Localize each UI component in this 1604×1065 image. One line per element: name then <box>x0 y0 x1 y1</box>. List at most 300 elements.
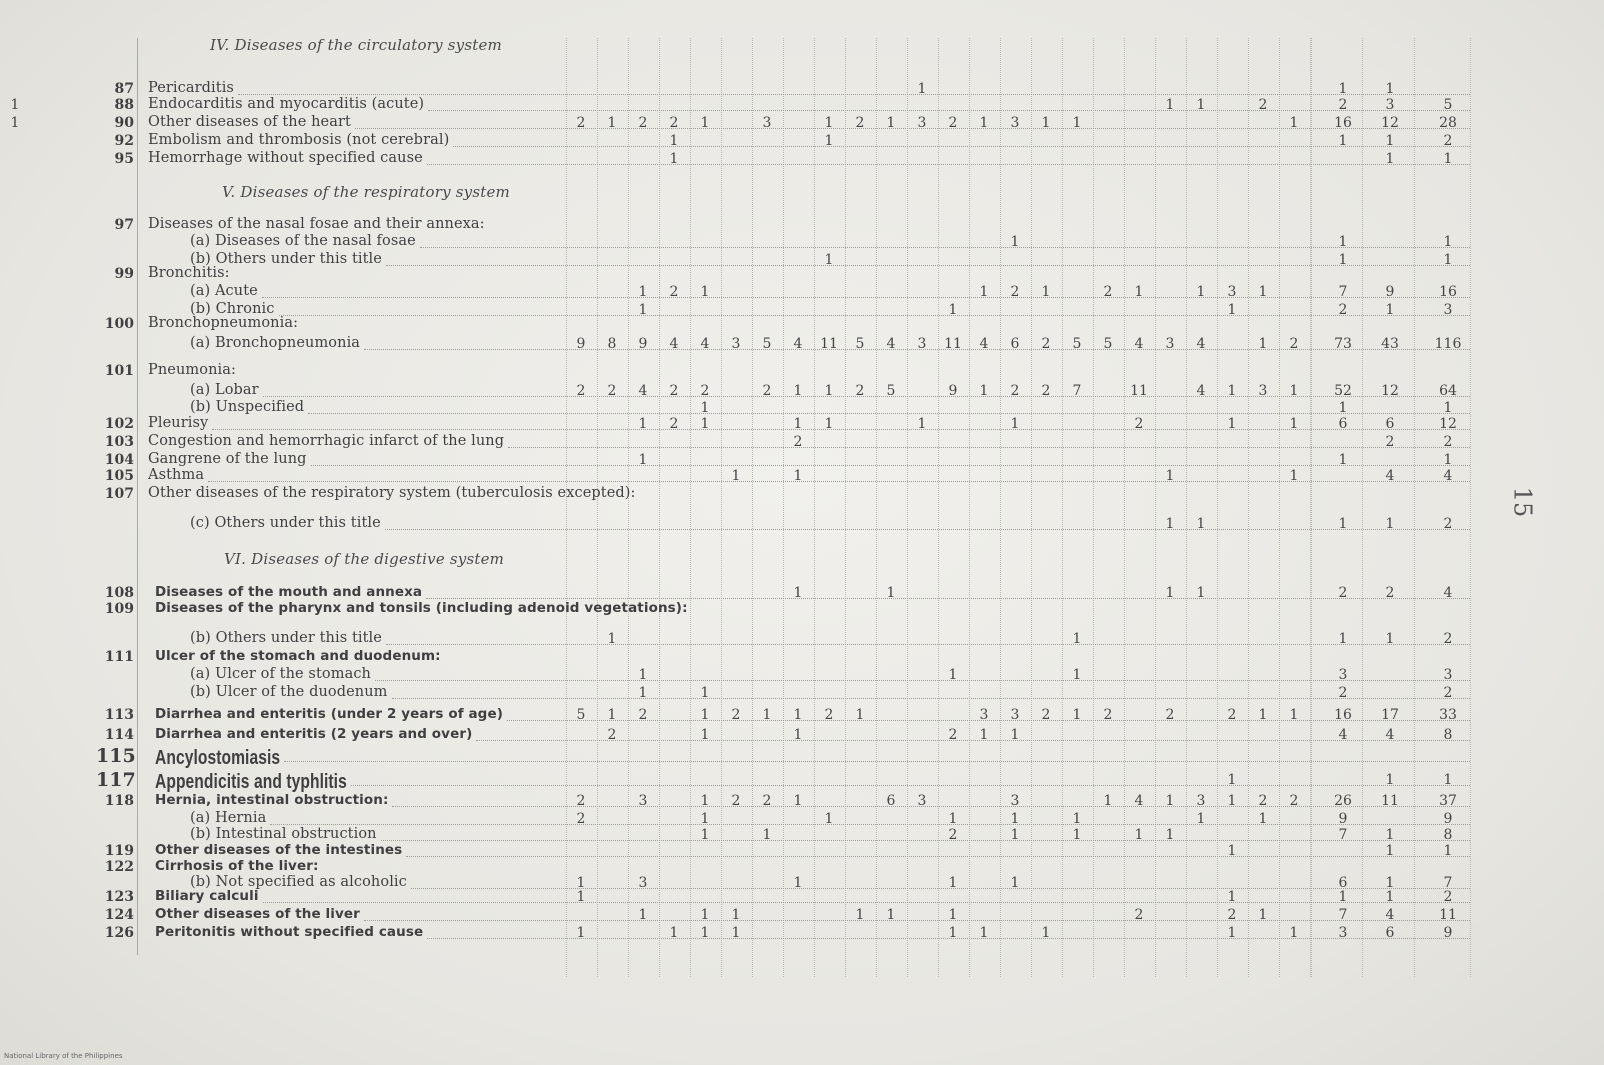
table-cell: 4 <box>700 336 710 352</box>
row-label: (b) Intestinal obstruction <box>190 826 377 842</box>
table-cell: 2 <box>1134 416 1144 432</box>
leader-dots <box>270 824 1470 825</box>
table-cell: 2 <box>1443 685 1453 701</box>
table-cell: 1 <box>1443 452 1453 468</box>
table-cell: 1 <box>607 631 617 647</box>
table-cell: 2 <box>669 284 679 300</box>
table-cell: 2 <box>762 793 772 809</box>
table-cell: 1 <box>824 416 834 432</box>
table-cell: 2 <box>855 383 865 399</box>
column-rule <box>814 38 815 977</box>
table-cell: 2 <box>576 793 586 809</box>
table-cell: 6 <box>1385 925 1395 941</box>
table-cell: 16 <box>1334 115 1352 131</box>
table-cell: 1 <box>1289 383 1299 399</box>
table-cell: 1 <box>700 284 710 300</box>
table-cell: 2 <box>1103 707 1113 723</box>
table-cell: 1 <box>731 468 741 484</box>
table-cell: 3 <box>731 336 741 352</box>
row-code: 100 <box>104 316 134 332</box>
row-label: Other diseases of the liver <box>155 906 360 922</box>
row-code: 105 <box>104 468 134 484</box>
footer-note: National Library of the Philippines <box>4 1052 123 1060</box>
table-cell: 6 <box>1385 416 1395 432</box>
table-cell: 3 <box>1196 793 1206 809</box>
table-cell: 1 <box>886 115 896 131</box>
table-cell: 1 <box>576 875 586 891</box>
table-cell: 116 <box>1434 336 1462 352</box>
table-cell: 1 <box>1338 81 1348 97</box>
table-cell: 2 <box>1443 434 1453 450</box>
table-cell: 1 <box>948 907 958 923</box>
leader-dots <box>381 840 1470 841</box>
row-code: 115 <box>96 745 136 767</box>
table-cell: 1 <box>669 151 679 167</box>
row-label: Bronchitis: <box>148 265 230 281</box>
table-cell: 1 <box>1103 793 1113 809</box>
table-cell: 3 <box>1385 97 1395 113</box>
row-label: Embolism and thrombosis (not cerebral) <box>148 132 450 148</box>
table-cell: 1 <box>1338 252 1348 268</box>
table-cell: 1 <box>638 416 648 432</box>
table-cell: 1 <box>1010 727 1020 743</box>
table-cell: 1 <box>1165 793 1175 809</box>
table-cell: 2 <box>607 727 617 743</box>
table-cell: 4 <box>638 383 648 399</box>
row-code: 107 <box>104 486 134 502</box>
table-cell: 1 <box>1385 81 1395 97</box>
table-cell: 1 <box>1258 707 1268 723</box>
table-cell: 1 <box>669 925 679 941</box>
column-rule <box>1279 38 1280 977</box>
table-cell: 1 <box>700 400 710 416</box>
column-rule <box>1217 38 1218 977</box>
row-code: 111 <box>104 649 134 665</box>
column-rule <box>721 38 722 977</box>
table-cell: 1 <box>1072 707 1082 723</box>
table-cell: 4 <box>886 336 896 352</box>
table-cell: 1 <box>1258 336 1268 352</box>
table-cell: 6 <box>1010 336 1020 352</box>
table-cell: 1 <box>1041 284 1051 300</box>
table-cell: 2 <box>1041 383 1051 399</box>
row-code: 87 <box>114 81 134 97</box>
table-cell: 2 <box>669 416 679 432</box>
table-cell: 1 <box>1165 516 1175 532</box>
row-code: 113 <box>104 707 134 723</box>
table-cell: 16 <box>1334 707 1352 723</box>
row-label: Diarrhea and enteritis (under 2 years of age) <box>155 706 503 722</box>
column-rule <box>628 38 629 977</box>
table-cell: 7 <box>1443 875 1453 891</box>
table-cell: 1 <box>1134 827 1144 843</box>
section-heading: IV. Diseases of the circulatory system <box>210 36 502 54</box>
row-code: 118 <box>104 793 134 809</box>
table-cell: 9 <box>1443 925 1453 941</box>
table-cell: 4 <box>1134 793 1144 809</box>
table-cell: 2 <box>1338 585 1348 601</box>
table-cell: 1 <box>1010 827 1020 843</box>
row-label: (b) Unspecified <box>190 399 305 415</box>
row-label: (a) Hernia <box>190 810 267 826</box>
table-cell: 37 <box>1439 793 1457 809</box>
table-cell: 2 <box>1338 97 1348 113</box>
table-cell: 1 <box>855 907 865 923</box>
table-cell: 3 <box>1165 336 1175 352</box>
table-cell: 1 <box>10 115 20 131</box>
table-cell: 7 <box>1338 907 1348 923</box>
table-cell: 11 <box>1439 907 1457 923</box>
table-cell: 1 <box>1134 284 1144 300</box>
row-label: Other diseases of the intestines <box>155 842 403 858</box>
table-cell: 1 <box>1010 234 1020 250</box>
table-cell: 1 <box>1010 416 1020 432</box>
leader-dots <box>386 265 1470 266</box>
table-cell: 8 <box>1443 827 1453 843</box>
leader-dots <box>311 465 1470 466</box>
table-cell: 1 <box>1338 452 1348 468</box>
table-cell: 2 <box>1041 336 1051 352</box>
table-cell: 4 <box>1134 336 1144 352</box>
table-cell: 2 <box>948 827 958 843</box>
table-cell: 11 <box>944 336 962 352</box>
table-cell: 2 <box>1258 97 1268 113</box>
leader-dots <box>426 598 1470 599</box>
column-rule <box>783 38 784 977</box>
table-cell: 1 <box>793 793 803 809</box>
table-cell: 1 <box>948 811 958 827</box>
row-code: 92 <box>114 133 134 149</box>
table-cell: 4 <box>1196 383 1206 399</box>
column-rule <box>845 38 846 977</box>
leader-dots <box>427 164 1470 165</box>
table-cell: 33 <box>1439 707 1457 723</box>
table-cell: 1 <box>638 667 648 683</box>
row-label: Pneumonia: <box>148 362 236 378</box>
table-cell: 7 <box>1338 284 1348 300</box>
leader-dots <box>279 315 1471 316</box>
table-cell: 3 <box>1227 284 1237 300</box>
column-rule <box>1248 38 1249 977</box>
row-code: 117 <box>96 769 136 791</box>
leader-dots <box>420 247 1470 248</box>
table-cell: 1 <box>607 707 617 723</box>
table-cell: 1 <box>1227 793 1237 809</box>
table-cell: 1 <box>607 115 617 131</box>
table-cell: 1 <box>979 115 989 131</box>
leader-dots <box>386 644 1470 645</box>
section-heading: V. Diseases of the respiratory system <box>222 183 510 201</box>
table-cell: 1 <box>1289 707 1299 723</box>
row-label: Other diseases of the respiratory system (tuberculosis excepted): <box>148 485 636 501</box>
table-cell: 2 <box>1385 434 1395 450</box>
table-cell: 1 <box>1165 585 1175 601</box>
table-cell: 1 <box>1385 516 1395 532</box>
table-cell: 1 <box>1338 516 1348 532</box>
row-code: 124 <box>104 907 134 923</box>
table-cell: 2 <box>1103 284 1113 300</box>
column-rule <box>566 38 567 977</box>
row-label: Hemorrhage without specified cause <box>148 150 423 166</box>
row-label: (a) Acute <box>190 283 258 299</box>
table-cell: 4 <box>1443 585 1453 601</box>
table-cell: 1 <box>886 585 896 601</box>
row-label: Diseases of the mouth and annexa <box>155 584 423 600</box>
table-cell: 2 <box>576 383 586 399</box>
table-cell: 9 <box>1443 811 1453 827</box>
leader-dots <box>238 94 1470 95</box>
table-cell: 28 <box>1439 115 1457 131</box>
table-cell: 8 <box>1443 727 1453 743</box>
table-cell: 4 <box>1338 727 1348 743</box>
code-column-rule <box>137 38 138 955</box>
table-cell: 7 <box>1072 383 1082 399</box>
column-rule <box>597 38 598 977</box>
row-label: (a) Diseases of the nasal fosae <box>190 233 416 249</box>
column-rule <box>659 38 660 977</box>
table-cell: 1 <box>731 907 741 923</box>
table-cell: 1 <box>1165 97 1175 113</box>
table-cell: 52 <box>1334 383 1352 399</box>
row-code: 95 <box>114 151 134 167</box>
table-cell: 3 <box>762 115 772 131</box>
leader-dots <box>263 902 1470 903</box>
table-cell: 3 <box>917 793 927 809</box>
table-cell: 2 <box>1443 133 1453 149</box>
table-cell: 1 <box>979 727 989 743</box>
table-cell: 1 <box>1385 875 1395 891</box>
table-cell: 1 <box>1010 811 1020 827</box>
table-cell: 1 <box>700 793 710 809</box>
table-cell: 3 <box>638 875 648 891</box>
table-cell: 6 <box>886 793 896 809</box>
table-cell: 11 <box>1130 383 1148 399</box>
table-cell: 9 <box>1338 811 1348 827</box>
leader-dots <box>351 785 1470 786</box>
table-cell: 2 <box>948 115 958 131</box>
row-label: Biliary calculi <box>155 888 259 904</box>
table-cell: 3 <box>979 707 989 723</box>
table-cell: 4 <box>1385 468 1395 484</box>
table-cell: 6 <box>1338 875 1348 891</box>
table-cell: 1 <box>638 302 648 318</box>
table-cell: 2 <box>824 707 834 723</box>
table-cell: 1 <box>1338 889 1348 905</box>
table-cell: 3 <box>1443 302 1453 318</box>
table-cell: 16 <box>1439 284 1457 300</box>
table-cell: 4 <box>1443 468 1453 484</box>
row-code: 126 <box>104 925 134 941</box>
column-rule <box>1186 38 1187 977</box>
table-cell: 4 <box>793 336 803 352</box>
row-label: Bronchopneumonia: <box>148 315 299 331</box>
table-cell: 1 <box>638 284 648 300</box>
table-cell: 3 <box>1338 667 1348 683</box>
table-cell: 2 <box>1338 685 1348 701</box>
table-cell: 9 <box>948 383 958 399</box>
table-cell: 1 <box>1196 516 1206 532</box>
table-cell: 5 <box>1443 97 1453 113</box>
table-cell: 11 <box>1381 793 1399 809</box>
table-cell: 2 <box>1010 383 1020 399</box>
table-cell: 1 <box>948 667 958 683</box>
row-label: Cirrhosis of the liver: <box>155 858 319 874</box>
table-cell: 2 <box>1338 302 1348 318</box>
row-code: 90 <box>114 115 134 131</box>
table-cell: 1 <box>793 416 803 432</box>
table-cell: 1 <box>700 727 710 743</box>
table-cell: 1 <box>824 133 834 149</box>
row-code: 102 <box>104 416 134 432</box>
table-cell: 1 <box>1289 468 1299 484</box>
table-cell: 5 <box>762 336 772 352</box>
column-rule <box>876 38 877 977</box>
table-cell: 1 <box>700 925 710 941</box>
table-cell: 1 <box>1385 133 1395 149</box>
column-rule <box>1031 38 1032 977</box>
table-cell: 1 <box>886 907 896 923</box>
table-cell: 1 <box>669 133 679 149</box>
row-label: Appendicitis and typhlitis <box>155 771 347 793</box>
table-cell: 4 <box>669 336 679 352</box>
table-cell: 3 <box>917 115 927 131</box>
table-cell: 1 <box>700 416 710 432</box>
table-cell: 1 <box>1196 585 1206 601</box>
section-heading: VI. Diseases of the digestive system <box>224 550 505 568</box>
table-cell: 1 <box>638 685 648 701</box>
row-label: (a) Lobar <box>190 382 259 398</box>
leader-dots <box>385 529 1470 530</box>
table-cell: 9 <box>638 336 648 352</box>
table-cell: 1 <box>1385 827 1395 843</box>
table-cell: 1 <box>1443 252 1453 268</box>
table-cell: 2 <box>948 727 958 743</box>
table-cell: 17 <box>1381 707 1399 723</box>
table-cell: 1 <box>1258 907 1268 923</box>
leader-dots <box>262 297 1470 298</box>
table-cell: 1 <box>1338 400 1348 416</box>
table-cell: 1 <box>824 811 834 827</box>
table-cell: 2 <box>762 383 772 399</box>
table-cell: 2 <box>1289 336 1299 352</box>
page-number: 15 <box>1508 486 1537 518</box>
table-cell: 1 <box>1072 667 1082 683</box>
table-cell: 1 <box>1338 133 1348 149</box>
table-cell: 1 <box>1443 234 1453 250</box>
table-cell: 2 <box>1385 585 1395 601</box>
table-cell: 1 <box>824 115 834 131</box>
table-cell: 2 <box>669 383 679 399</box>
table-cell: 1 <box>700 685 710 701</box>
row-label: Asthma <box>148 467 205 483</box>
table-cell: 1 <box>979 925 989 941</box>
table-cell: 2 <box>607 383 617 399</box>
table-cell: 1 <box>1385 843 1395 859</box>
table-cell: 2 <box>638 115 648 131</box>
row-label: Pleurisy <box>148 415 209 431</box>
leader-dots <box>428 110 1470 111</box>
table-cell: 6 <box>1338 416 1348 432</box>
table-cell: 1 <box>1385 302 1395 318</box>
table-cell: 3 <box>1443 667 1453 683</box>
table-cell: 2 <box>793 434 803 450</box>
table-cell: 1 <box>576 925 586 941</box>
table-cell: 2 <box>1041 707 1051 723</box>
row-code: 109 <box>104 601 134 617</box>
table-cell: 2 <box>1165 707 1175 723</box>
table-cell: 2 <box>1443 516 1453 532</box>
table-cell: 1 <box>1072 115 1082 131</box>
column-rule <box>1470 38 1471 977</box>
column-rule <box>1414 38 1415 977</box>
column-rule <box>1310 38 1311 977</box>
table-cell: 2 <box>669 115 679 131</box>
table-cell: 1 <box>1443 843 1453 859</box>
row-label: Peritonitis without specified cause <box>155 924 424 940</box>
table-cell: 43 <box>1381 336 1399 352</box>
table-cell: 1 <box>948 302 958 318</box>
table-cell: 1 <box>793 585 803 601</box>
table-cell: 26 <box>1334 793 1352 809</box>
table-cell: 2 <box>855 115 865 131</box>
table-cell: 1 <box>1072 631 1082 647</box>
table-cell: 1 <box>1443 151 1453 167</box>
table-cell: 5 <box>576 707 586 723</box>
row-label: Pericarditis <box>148 80 234 96</box>
table-cell: 1 <box>793 875 803 891</box>
row-label: Diseases of the pharynx and tonsils (including adenoid vegetations): <box>155 600 688 616</box>
table-cell: 3 <box>917 336 927 352</box>
table-cell: 1 <box>1289 416 1299 432</box>
table-cell: 2 <box>1227 707 1237 723</box>
row-code: 103 <box>104 434 134 450</box>
table-cell: 5 <box>886 383 896 399</box>
row-code: 104 <box>104 452 134 468</box>
row-label: (b) Chronic <box>190 301 275 317</box>
table-cell: 1 <box>1165 468 1175 484</box>
column-rule <box>907 38 908 977</box>
table-cell: 1 <box>1385 889 1395 905</box>
row-label: (b) Ulcer of the duodenum <box>190 684 388 700</box>
table-cell: 12 <box>1381 383 1399 399</box>
row-code: 119 <box>104 843 134 859</box>
table-cell: 3 <box>638 793 648 809</box>
table-cell: 1 <box>1010 875 1020 891</box>
table-cell: 4 <box>979 336 989 352</box>
table-cell: 1 <box>1227 302 1237 318</box>
row-label: Gangrene of the lung <box>148 451 307 467</box>
leader-dots <box>392 698 1470 699</box>
row-label: Other diseases of the heart <box>148 114 351 130</box>
column-rule <box>969 38 970 977</box>
column-rule <box>1311 38 1312 977</box>
table-cell: 1 <box>10 97 20 113</box>
table-cell: 1 <box>824 252 834 268</box>
table-cell: 1 <box>731 925 741 941</box>
table-cell: 1 <box>917 81 927 97</box>
row-code: 123 <box>104 889 134 905</box>
table-cell: 1 <box>1041 925 1051 941</box>
table-cell: 9 <box>1385 284 1395 300</box>
row-label: Hernia, intestinal obstruction: <box>155 792 389 808</box>
table-cell: 64 <box>1439 383 1457 399</box>
row-code: 122 <box>104 859 134 875</box>
table-cell: 2 <box>1010 284 1020 300</box>
table-cell: 2 <box>576 811 586 827</box>
table-cell: 1 <box>1289 115 1299 131</box>
table-cell: 2 <box>1134 907 1144 923</box>
row-code: 101 <box>104 363 134 379</box>
